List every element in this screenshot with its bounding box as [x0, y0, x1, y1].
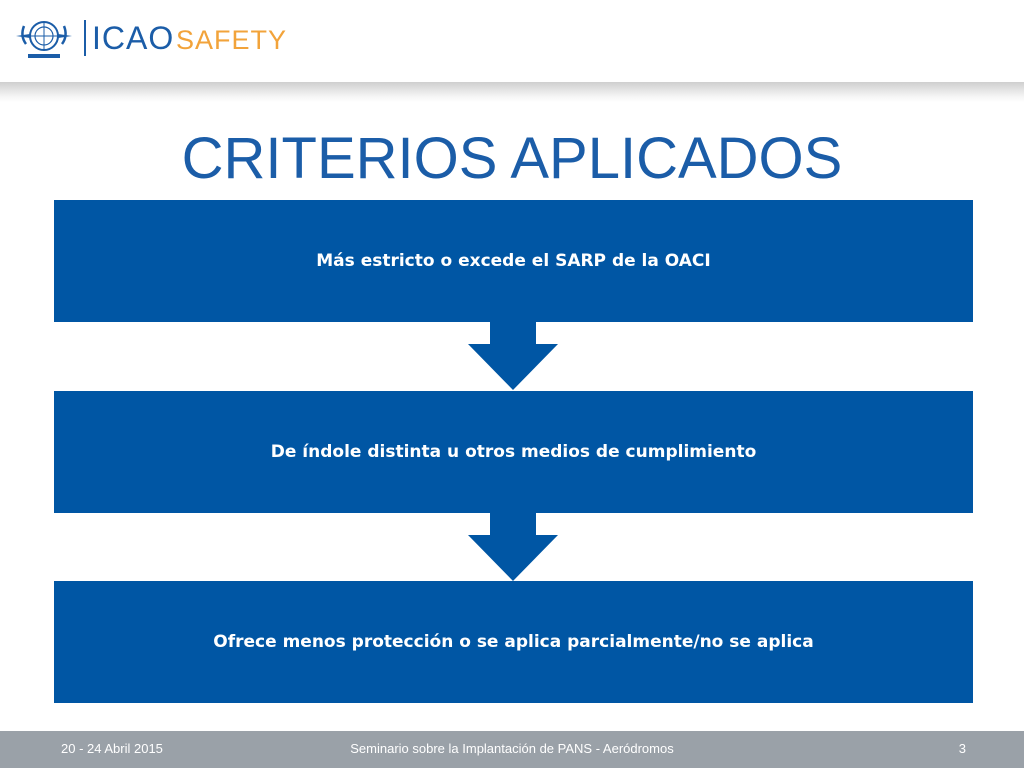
criteria-box-1 [54, 200, 973, 322]
criteria-label-3: Ofrece menos protección o se aplica parcialmente/no se aplica [213, 632, 814, 652]
un-emblem-icon [14, 14, 74, 64]
criteria-box-2 [54, 391, 973, 513]
header-divider [84, 20, 86, 56]
header-shadow [0, 82, 1024, 102]
footer-date: 20 - 24 Abril 2015 [61, 741, 163, 756]
page-number: 3 [958, 741, 966, 756]
arrow-down-icon [468, 513, 558, 581]
criteria-label-1: Más estricto o excede el SARP de la OACI [316, 251, 711, 271]
criteria-box-3 [54, 581, 973, 703]
slide-title: CRITERIOS APLICADOS [181, 126, 843, 191]
slide-footer [0, 731, 1024, 768]
program-name: SAFETY [176, 25, 288, 55]
footer-event-title: Seminario sobre la Implantación de PANS - Aeródromos [350, 741, 674, 756]
criteria-label-2: De índole distinta u otros medios de cumplimiento [270, 442, 757, 462]
arrow-down-icon [468, 322, 558, 390]
org-name: ICAO [92, 20, 175, 56]
slide-header [0, 0, 1024, 82]
